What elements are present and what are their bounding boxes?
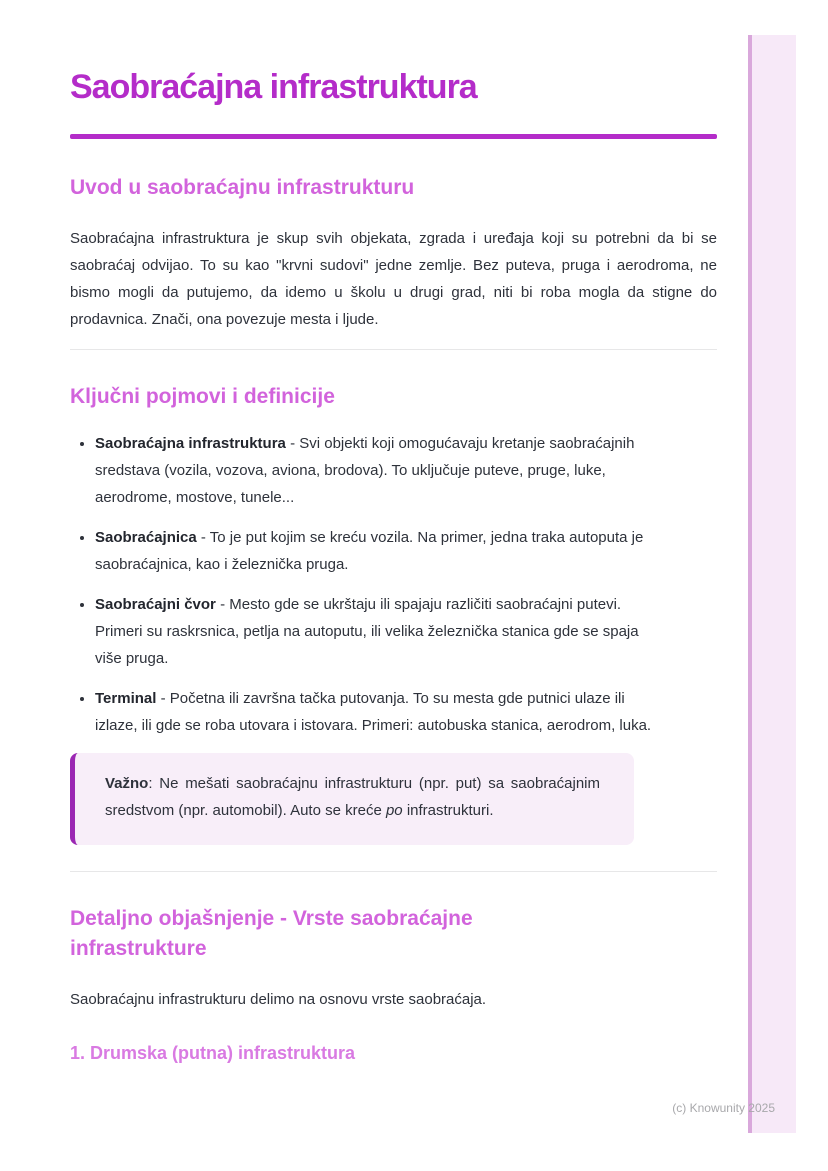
term-definition: - Mesto gde se ukrštaju ili spajaju različiti saobraćajni putevi. Primeri su raskrsnica, petlja na autoputu, ili velika železnička stanica gde se spaja više pruga. (95, 596, 639, 667)
section-divider (70, 871, 717, 872)
callout-text (105, 770, 600, 824)
details-subheading: 1. Drumska (putna) infrastruktura (70, 1043, 356, 1063)
page-title: Saobraćajna infrastruktura (70, 68, 477, 106)
details-paragraph: Saobraćajnu infrastrukturu delimo na osnovu vrste saobraćaja. (70, 991, 487, 1008)
term-definition: - Početna ili završna tačka putovanja. To su mesta gde putnici ulaze ili izlaze, ili gde se roba utovara i istovara. Primeri: autobuska stanica, aerodrom, luka. (95, 690, 652, 734)
list-item (95, 430, 660, 511)
term-definition: - Svi objekti koji omogućavaju kretanje saobraćajnih sredstava (vozila, vozova, aviona, brodova). To uključuje puteve, pruge, luke, aerodrome, mostove, tunele... (95, 435, 635, 506)
right-accent-stripe (748, 35, 796, 1133)
section-details (70, 904, 717, 1065)
callout-body-end: infrastrukturi. (402, 802, 494, 819)
section-divider (70, 349, 717, 350)
term-label: Terminal (95, 690, 157, 707)
document-content (70, 0, 717, 1065)
important-callout (70, 753, 634, 845)
term-label: Saobraćajnica (95, 529, 197, 546)
section-key-terms (70, 382, 717, 845)
section-intro (70, 173, 717, 333)
term-label: Saobraćajna infrastruktura (95, 435, 286, 452)
list-item (95, 591, 660, 672)
title-underline (70, 134, 717, 139)
list-item (95, 685, 660, 739)
term-definition: - To je put kojim se kreću vozila. Na primer, jedna traka autoputa je saobraćajnica, kao i železnička pruga. (95, 529, 644, 573)
key-terms-heading: Ključni pojmovi i definicije (70, 385, 335, 408)
list-item (95, 524, 660, 578)
intro-heading: Uvod u saobraćajnu infrastrukturu (70, 176, 415, 199)
footer-copyright: (c) Knowunity 2025 (672, 1101, 775, 1115)
details-heading: Detaljno objašnjenje - Vrste saobraćajne infrastrukture (70, 907, 473, 960)
callout-body-start: : Ne mešati saobraćajnu infrastrukturu (npr. put) sa saobraćajnim sredstvom (npr. automobil). Auto se kreće (105, 775, 600, 819)
intro-paragraph: Saobraćajna infrastruktura je skup svih objekata, zgrada i uređaja koji su potrebni da bi se saobraćaj odvijao. To su kao "krvni sudovi" jedne zemlje. Bez puteva, pruga i aerodroma, ne bismo mogli da putujemo, da idemo u školu u drugi grad, niti bi roba mogla da stigne do prodavnica. Znači, ona povezuje mesta i ljude. (70, 230, 717, 328)
term-label: Saobraćajni čvor (95, 596, 216, 613)
callout-label: Važno (105, 775, 149, 792)
key-terms-list (70, 430, 717, 739)
callout-italic-word: po (385, 802, 403, 819)
